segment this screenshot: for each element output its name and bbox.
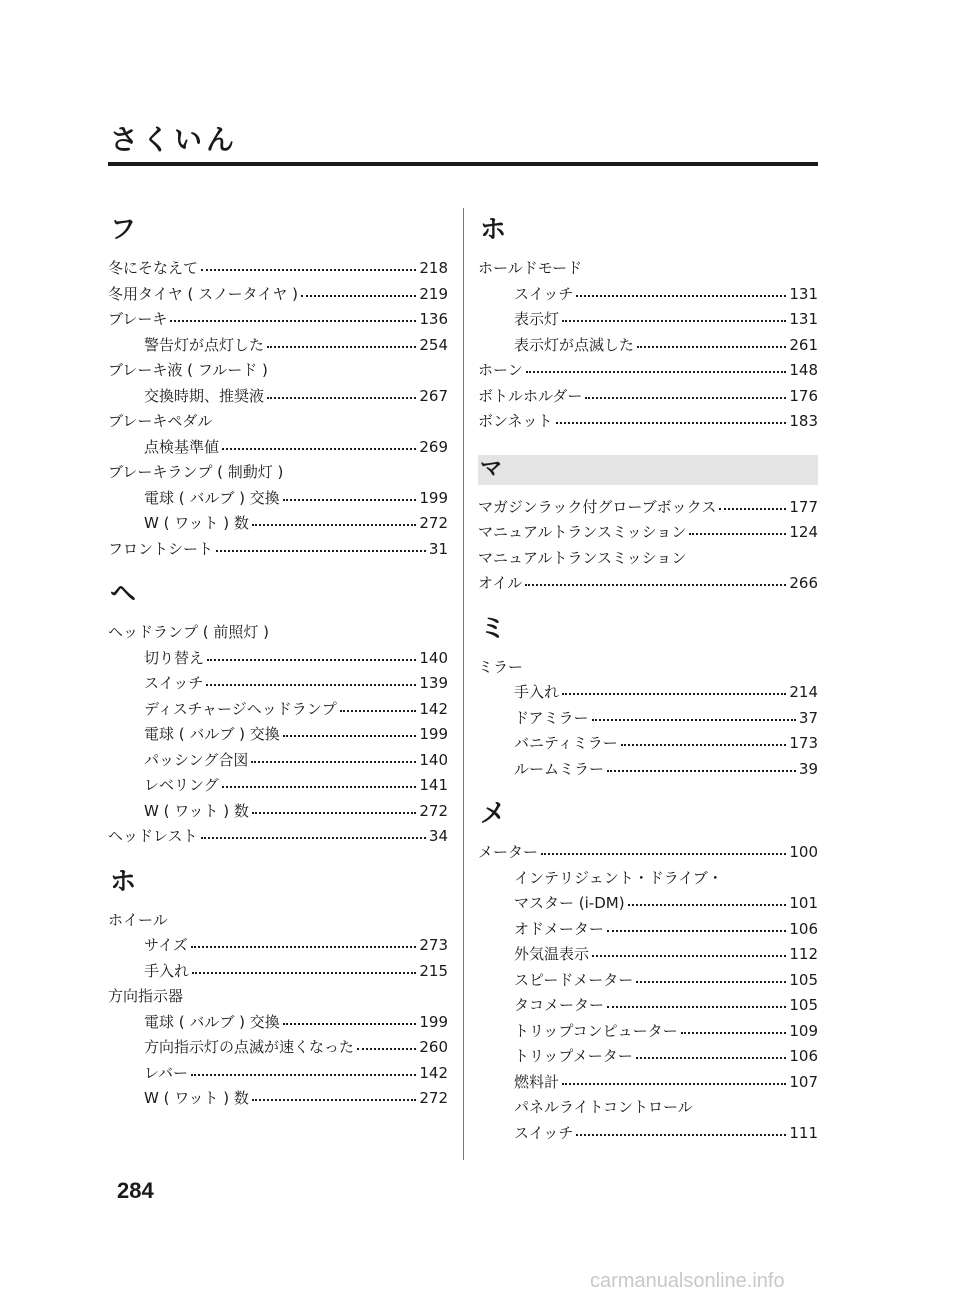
entry-label: マニュアルトランスミッション	[478, 523, 687, 541]
index-entry	[478, 282, 818, 308]
index-entry	[478, 891, 818, 917]
entry-label: ボトルホルダー	[478, 386, 583, 405]
entry-page-number: 139	[419, 674, 448, 692]
entry-label: W ( ワット ) 数	[144, 801, 249, 820]
index-entry	[108, 435, 448, 461]
dot-leader	[636, 1057, 787, 1059]
dot-leader	[607, 1006, 786, 1008]
entry-page-number: 140	[419, 750, 448, 769]
dot-leader	[576, 1134, 786, 1136]
entry-label: スイッチ	[514, 1123, 574, 1142]
entry-label: レバー	[144, 1063, 188, 1082]
section-heading: ミ	[480, 613, 507, 644]
entry-page-number: 142	[419, 699, 448, 718]
entry-label: 電球 ( バルブ ) 交換	[144, 1012, 280, 1031]
entry-page-number: 39	[798, 759, 818, 778]
index-entry	[478, 1019, 818, 1045]
entry-page-number: 136	[419, 310, 448, 328]
index-entry	[108, 959, 448, 985]
dot-leader	[283, 735, 417, 737]
dot-leader	[607, 770, 796, 772]
index-entry	[108, 460, 448, 486]
index-section	[478, 609, 818, 783]
dot-leader	[222, 786, 417, 788]
index-entry	[108, 511, 448, 537]
dot-leader	[170, 320, 416, 322]
entry-label: 冬にそなえて	[108, 259, 199, 277]
entry-page-number: 261	[789, 335, 818, 354]
entry-label: W ( ワット ) 数	[144, 1089, 249, 1107]
dot-leader	[562, 1083, 786, 1085]
title-rule	[108, 162, 818, 166]
index-entry	[478, 680, 818, 706]
entry-label: 外気温表示	[514, 945, 590, 963]
dot-leader	[592, 719, 796, 721]
entry-page-number: 142	[419, 1063, 448, 1082]
entry-label: 電球 ( バルブ ) 交換	[144, 725, 280, 743]
entry-page-number: 109	[789, 1021, 818, 1040]
dot-leader	[636, 981, 786, 983]
entry-page-number: 177	[789, 497, 818, 516]
entry-page-number: 267	[419, 386, 448, 405]
entry-page-number: 254	[419, 335, 448, 354]
entry-page-number: 131	[789, 310, 818, 328]
entry-page-number: 111	[789, 1123, 818, 1142]
entry-page-number: 272	[419, 1089, 448, 1107]
entry-label: サイズ	[144, 936, 188, 954]
entry-label: ブレーキペダル	[108, 412, 213, 430]
entry-page-number: 183	[789, 412, 818, 430]
index-entry	[478, 307, 818, 333]
entry-page-number: 218	[419, 259, 448, 277]
index-entry	[478, 942, 818, 968]
dot-leader	[283, 499, 417, 501]
index-entry	[108, 773, 448, 799]
dot-leader	[556, 422, 787, 424]
entry-label: ボンネット	[478, 412, 553, 430]
entry-label: ホールドモード	[478, 259, 583, 277]
index-entry	[478, 384, 818, 410]
dot-leader	[252, 1099, 417, 1101]
entry-page-number: 105	[789, 996, 818, 1014]
entry-page-number: 148	[789, 361, 818, 379]
watermark: carmanualsonline.info	[590, 1270, 785, 1292]
index-entry	[478, 495, 818, 521]
index-section	[478, 210, 818, 435]
entry-label: ブレーキ	[108, 310, 168, 328]
dot-leader	[252, 524, 417, 526]
index-entry	[478, 409, 818, 435]
entry-label: バニティミラー	[514, 734, 618, 752]
index-entry	[108, 984, 448, 1010]
column-divider	[463, 208, 464, 1160]
entry-label: フロントシート	[108, 539, 214, 558]
entry-label: マスター (i-DM)	[514, 894, 625, 912]
index-entry	[108, 409, 448, 435]
entry-label: 警告灯が点灯した	[144, 335, 265, 354]
index-entry	[478, 256, 818, 282]
dot-leader	[592, 955, 786, 957]
dot-leader	[525, 584, 786, 586]
entry-label: 電球 ( バルブ ) 交換	[144, 488, 280, 507]
section-heading: ヘ	[110, 579, 137, 609]
entry-page-number: 106	[789, 1047, 818, 1065]
entry-label: ヘッドランプ ( 前照灯 )	[108, 623, 270, 641]
index-entry	[108, 799, 448, 825]
entry-label: 手入れ	[144, 961, 190, 980]
entry-label: メーター	[478, 843, 539, 861]
page-number: 284	[117, 1178, 154, 1203]
index-section	[108, 862, 448, 1112]
dot-leader	[301, 295, 416, 297]
dot-leader	[252, 812, 417, 814]
index-entry	[108, 1086, 448, 1112]
entry-label: 点検基準値	[144, 437, 220, 456]
entry-page-number: 215	[419, 961, 448, 980]
entry-page-number: 173	[789, 734, 818, 752]
entry-page-number: 106	[789, 919, 818, 938]
index-entry	[108, 1061, 448, 1087]
dot-leader	[562, 320, 786, 322]
entry-label: マニュアルトランスミッション	[478, 548, 687, 567]
entry-label: 方向指示灯の点滅が速くなった	[144, 1038, 355, 1056]
entry-label: 燃料計	[514, 1072, 560, 1091]
entry-label: パッシング合図	[144, 750, 249, 769]
entry-page-number: 199	[419, 1012, 448, 1031]
index-column-right	[478, 210, 818, 1146]
dot-leader	[585, 397, 786, 399]
index-entry	[478, 840, 818, 866]
entry-label: オイル	[478, 574, 523, 592]
dot-leader	[681, 1032, 787, 1034]
dot-leader	[689, 533, 786, 535]
section-heading: フ	[110, 215, 137, 245]
entry-label: ホイール	[108, 910, 168, 929]
index-entry	[108, 671, 448, 697]
entry-page-number: 219	[419, 284, 448, 303]
entry-label: ホーン	[478, 361, 523, 379]
entry-label: 方向指示器	[108, 987, 184, 1005]
dot-leader	[526, 371, 787, 373]
index-entry	[478, 1044, 818, 1070]
dot-leader	[216, 550, 426, 552]
index-entry	[478, 333, 818, 359]
entry-page-number: 272	[419, 801, 448, 820]
index-entry	[478, 1121, 818, 1147]
page-title: さくいん	[110, 123, 239, 156]
entry-page-number: 140	[419, 648, 448, 667]
dot-leader	[267, 397, 416, 399]
entry-label: トリップメーター	[514, 1047, 633, 1065]
index-entry	[108, 358, 448, 384]
entry-label: マガジンラック付グローブボックス	[478, 497, 717, 516]
entry-label: 表示灯が点滅した	[514, 335, 635, 354]
entry-label: 冬用タイヤ ( スノータイヤ )	[108, 284, 298, 303]
dot-leader	[191, 1074, 416, 1076]
dot-leader	[201, 837, 426, 839]
entry-page-number: 176	[789, 386, 818, 405]
entry-page-number: 112	[789, 945, 818, 963]
index-entry	[108, 722, 448, 748]
index-entry	[108, 697, 448, 723]
entry-page-number: 34	[428, 827, 448, 845]
entry-page-number: 272	[419, 514, 448, 532]
section-heading: ホ	[110, 866, 137, 897]
dot-leader	[201, 269, 416, 271]
entry-label: ブレーキ液 ( フルード )	[108, 361, 268, 379]
entry-label: パネルライトコントロール	[514, 1098, 693, 1116]
index-entry	[108, 333, 448, 359]
dot-leader	[607, 930, 787, 932]
entry-page-number: 31	[428, 539, 448, 558]
index-entry	[108, 282, 448, 308]
index-entry	[108, 256, 448, 282]
dot-leader	[206, 684, 416, 686]
entry-page-number: 214	[789, 683, 818, 701]
entry-label: トリップコンピューター	[514, 1021, 678, 1040]
index-section	[478, 455, 818, 597]
dot-leader	[621, 744, 787, 746]
entry-label: スピードメーター	[514, 970, 634, 989]
dot-leader	[637, 346, 786, 348]
dot-leader	[207, 659, 416, 661]
index-entry	[108, 908, 448, 934]
index-entry	[478, 731, 818, 757]
index-column-left	[108, 210, 448, 1112]
dot-leader	[222, 448, 416, 450]
entry-label: 表示灯	[514, 310, 560, 328]
index-entry	[478, 546, 818, 572]
dot-leader	[267, 346, 416, 348]
dot-leader	[251, 761, 416, 763]
dot-leader	[541, 853, 786, 855]
entry-page-number: 269	[419, 437, 448, 456]
index-entry	[108, 824, 448, 850]
section-heading: メ	[480, 799, 507, 829]
entry-label: レベリング	[144, 776, 219, 794]
index-entry	[478, 757, 818, 783]
index-entry	[478, 706, 818, 732]
entry-label: 切り替え	[144, 648, 205, 667]
entry-page-number: 105	[789, 970, 818, 989]
entry-label: W ( ワット ) 数	[144, 514, 249, 532]
index-entry	[478, 917, 818, 943]
index-entry	[108, 646, 448, 672]
entry-page-number: 199	[419, 725, 448, 743]
dot-leader	[340, 710, 417, 712]
entry-label: ディスチャージヘッドランプ	[144, 699, 337, 718]
index-entry	[108, 537, 448, 563]
entry-label: スイッチ	[144, 674, 204, 692]
entry-page-number: 124	[789, 523, 818, 541]
index-entry	[108, 748, 448, 774]
entry-label: ヘッドレスト	[108, 827, 198, 845]
entry-label: スイッチ	[514, 284, 574, 303]
index-entry	[108, 1035, 448, 1061]
index-section	[478, 794, 818, 1146]
entry-page-number: 131	[789, 284, 818, 303]
dot-leader	[562, 693, 786, 695]
index-section	[108, 574, 448, 850]
entry-page-number: 37	[798, 708, 818, 727]
entry-label: インテリジェント・ドライブ・	[514, 868, 723, 887]
index-entry	[478, 866, 818, 892]
entry-label: ドアミラー	[514, 708, 589, 727]
index-entry	[478, 1070, 818, 1096]
index-entry	[108, 384, 448, 410]
dot-leader	[719, 508, 786, 510]
index-entry	[478, 993, 818, 1019]
index-entry	[478, 655, 818, 681]
dot-leader	[192, 972, 416, 974]
dot-leader	[191, 946, 417, 948]
index-entry	[108, 1010, 448, 1036]
entry-label: オドメーター	[514, 919, 604, 938]
index-entry	[108, 486, 448, 512]
dot-leader	[576, 295, 786, 297]
index-entry	[108, 307, 448, 333]
entry-label: タコメーター	[514, 996, 605, 1014]
entry-page-number: 101	[789, 894, 818, 912]
entry-label: ブレーキランプ ( 制動灯 )	[108, 463, 284, 481]
dot-leader	[628, 904, 787, 906]
index-entry	[478, 968, 818, 994]
entry-page-number: 141	[419, 776, 448, 794]
index-entry	[478, 358, 818, 384]
dot-leader	[357, 1048, 416, 1050]
entry-label: 交換時期、推奨液	[144, 386, 265, 405]
entry-page-number: 266	[789, 574, 818, 592]
entry-page-number: 107	[789, 1072, 818, 1091]
entry-label: ルームミラー	[514, 759, 605, 778]
entry-label: ミラー	[478, 657, 524, 676]
entry-page-number: 260	[419, 1038, 448, 1056]
section-heading: マ	[478, 455, 818, 485]
index-entry	[478, 1095, 818, 1121]
index-entry	[108, 620, 448, 646]
section-heading: ホ	[480, 215, 507, 245]
dot-leader	[283, 1023, 417, 1025]
entry-page-number: 199	[419, 488, 448, 507]
index-entry	[478, 520, 818, 546]
index-entry	[108, 933, 448, 959]
entry-page-number: 100	[789, 843, 818, 861]
entry-label: 手入れ	[514, 683, 560, 701]
index-entry	[478, 571, 818, 597]
index-section	[108, 210, 448, 562]
entry-page-number: 273	[419, 936, 448, 954]
